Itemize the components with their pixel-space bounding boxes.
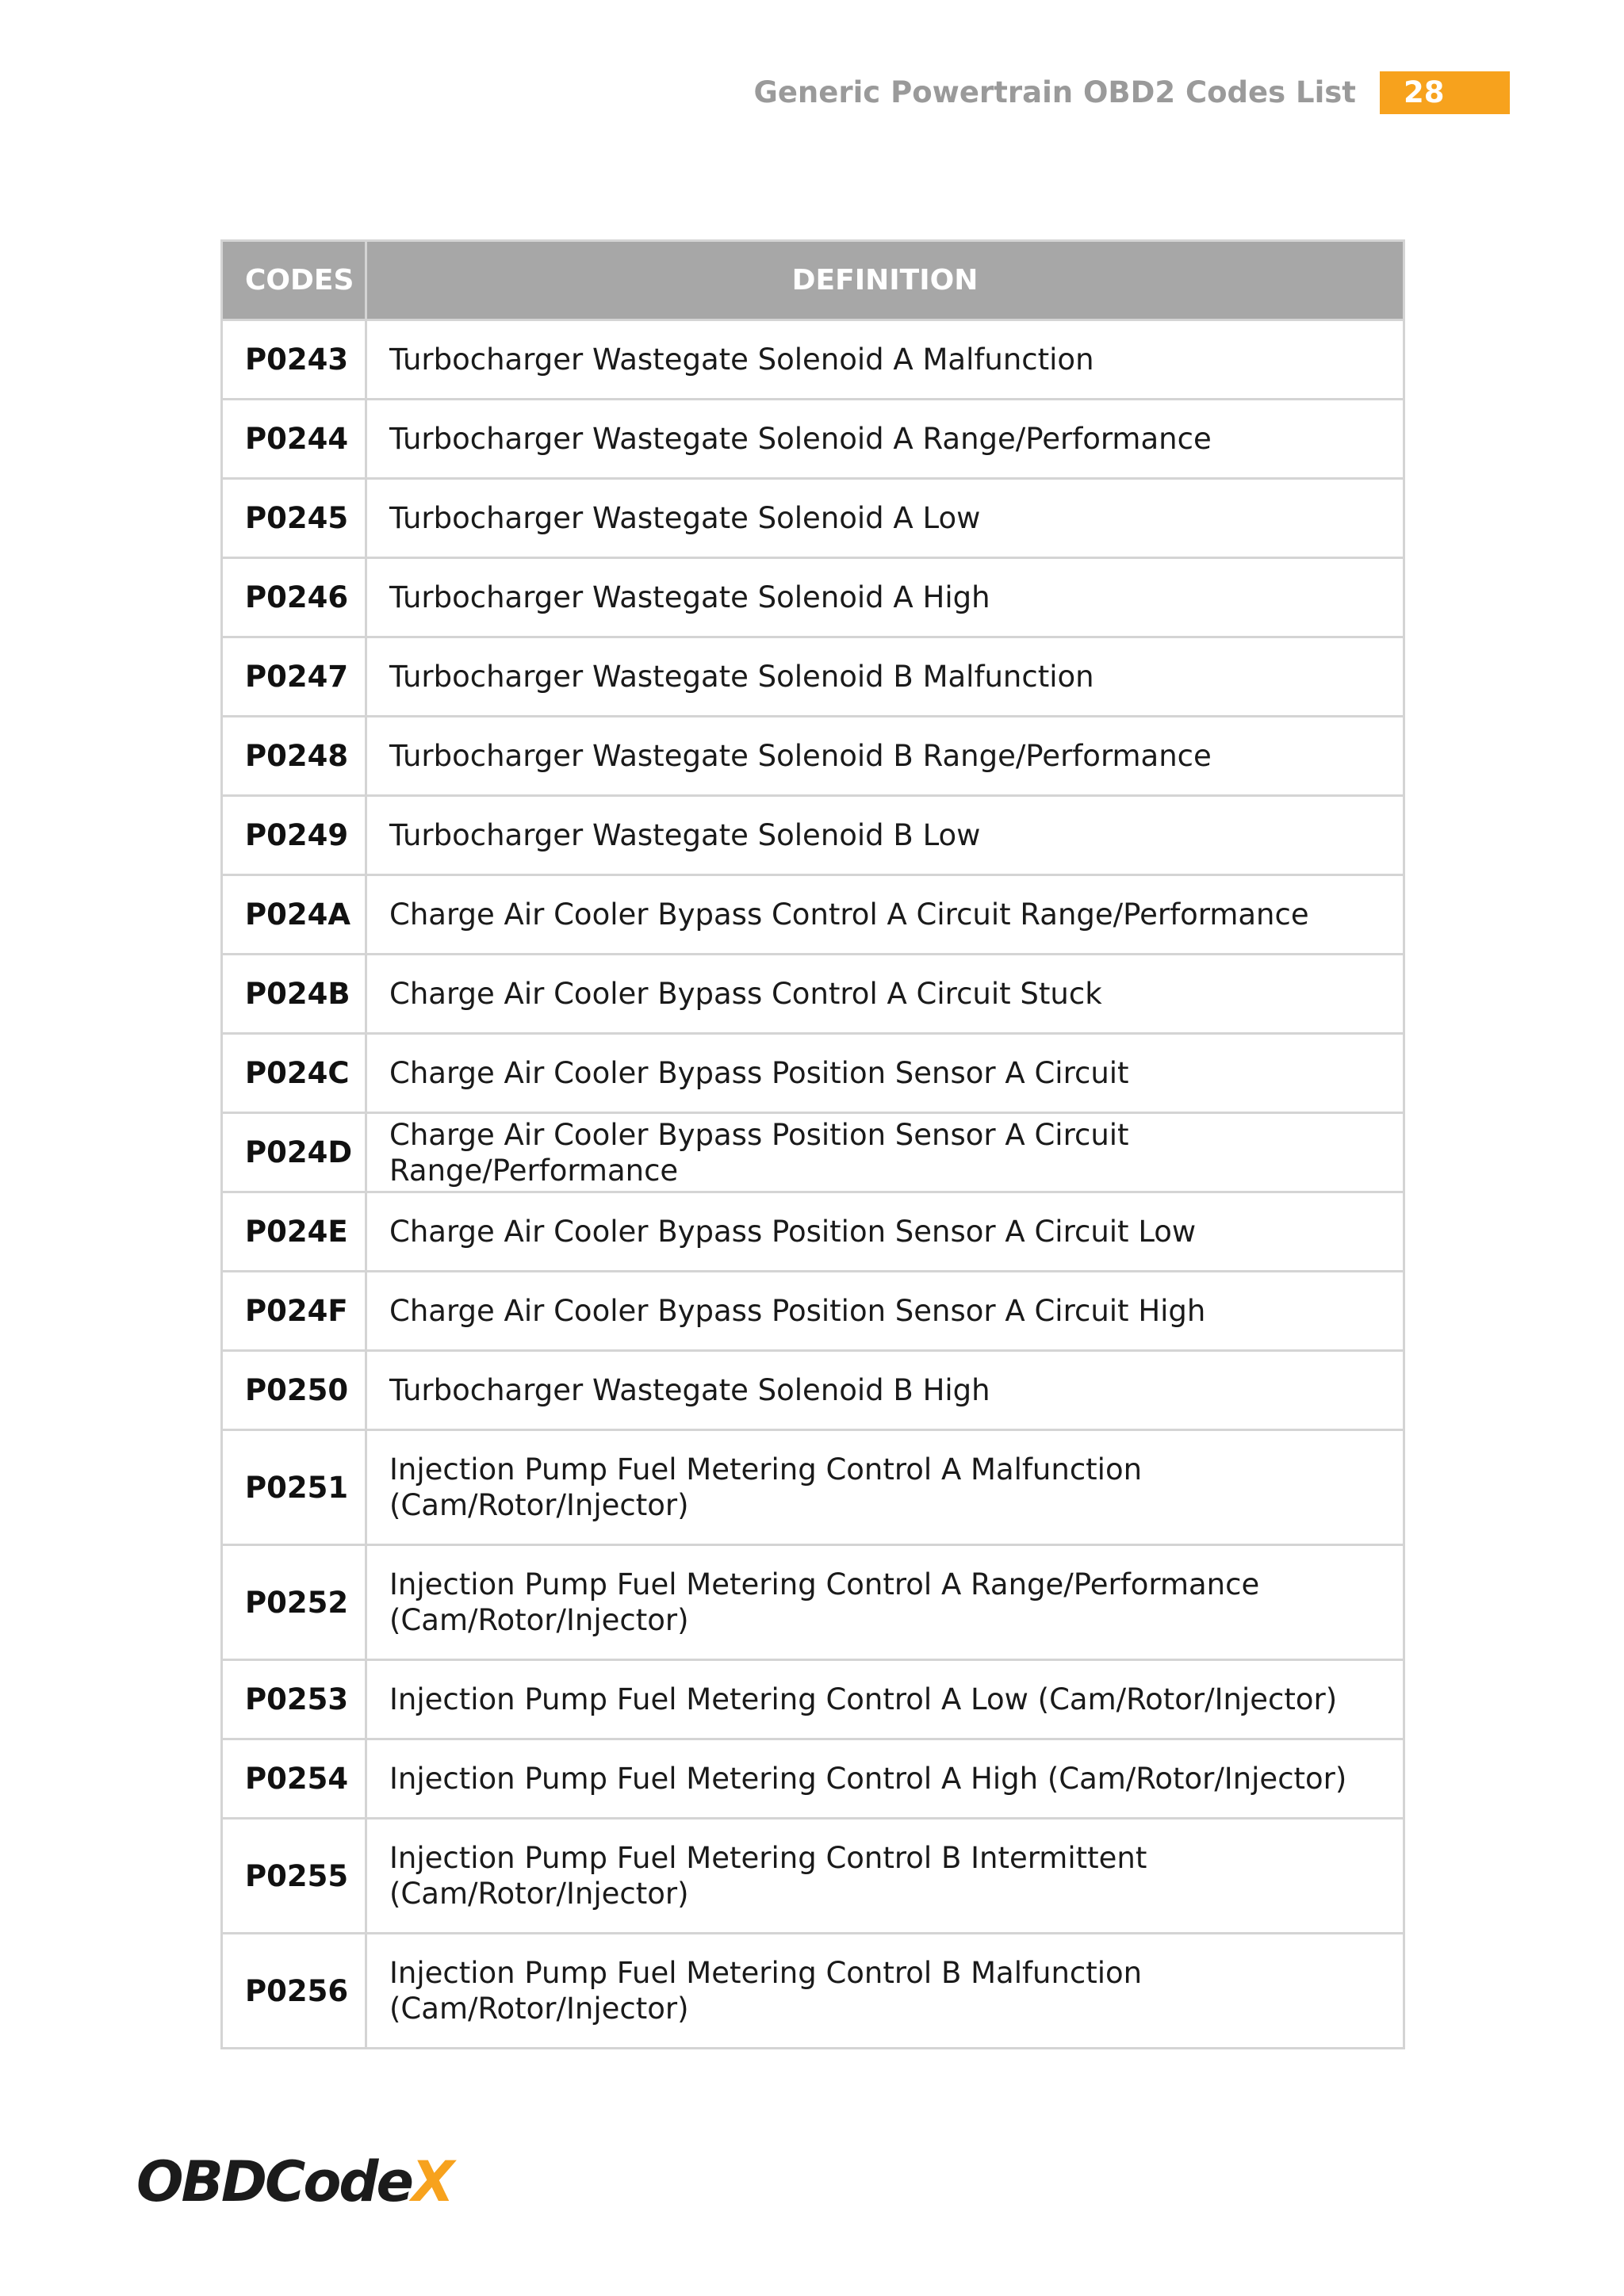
definition-cell: Injection Pump Fuel Metering Control B Malfunction (Cam/Rotor/Injector) [366, 1934, 1404, 2049]
definition-cell: Charge Air Cooler Bypass Position Sensor A Circuit [366, 1034, 1404, 1113]
definition-cell: Injection Pump Fuel Metering Control A Low (Cam/Rotor/Injector) [366, 1660, 1404, 1739]
definition-cell: Injection Pump Fuel Metering Control A High (Cam/Rotor/Injector) [366, 1739, 1404, 1819]
table-row [222, 558, 1404, 637]
definition-cell: Charge Air Cooler Bypass Control A Circuit Range/Performance [366, 875, 1404, 955]
code-cell: P0251 [222, 1430, 366, 1545]
code-cell: P0255 [222, 1819, 366, 1934]
code-cell: P0250 [222, 1351, 366, 1430]
obd-codes-table [220, 239, 1405, 2049]
code-cell: P024F [222, 1272, 366, 1351]
table-row [222, 1351, 1404, 1430]
code-cell: P0248 [222, 717, 366, 796]
code-cell: P0244 [222, 400, 366, 479]
definition-cell: Turbocharger Wastegate Solenoid A Range/Performance [366, 400, 1404, 479]
table-row [222, 1113, 1404, 1192]
definition-cell: Turbocharger Wastegate Solenoid B High [366, 1351, 1404, 1430]
definition-cell: Injection Pump Fuel Metering Control A Range/Performance (Cam/Rotor/Injector) [366, 1545, 1404, 1660]
definition-cell: Charge Air Cooler Bypass Control A Circuit Stuck [366, 955, 1404, 1034]
document-title: Generic Powertrain OBD2 Codes List [753, 75, 1356, 109]
page-header [753, 71, 1510, 114]
column-header-definition: DEFINITION [366, 241, 1404, 320]
table-body [222, 320, 1404, 2049]
table-row [222, 320, 1404, 400]
table-row [222, 1545, 1404, 1660]
code-cell: P0256 [222, 1934, 366, 2049]
definition-cell: Turbocharger Wastegate Solenoid A High [366, 558, 1404, 637]
definition-cell: Injection Pump Fuel Metering Control A Malfunction (Cam/Rotor/Injector) [366, 1430, 1404, 1545]
definition-cell: Injection Pump Fuel Metering Control B Intermittent (Cam/Rotor/Injector) [366, 1819, 1404, 1934]
code-cell: P0253 [222, 1660, 366, 1739]
code-cell: P0249 [222, 796, 366, 875]
table-row [222, 796, 1404, 875]
table-row [222, 479, 1404, 558]
definition-cell: Charge Air Cooler Bypass Position Sensor A Circuit Range/Performance [366, 1113, 1404, 1192]
code-cell: P024C [222, 1034, 366, 1113]
definition-cell: Turbocharger Wastegate Solenoid B Malfunction [366, 637, 1404, 717]
table-row [222, 1819, 1404, 1934]
code-cell: P0243 [222, 320, 366, 400]
definition-cell: Charge Air Cooler Bypass Position Sensor A Circuit High [366, 1272, 1404, 1351]
table-row [222, 1430, 1404, 1545]
code-cell: P024A [222, 875, 366, 955]
table-header-row [222, 241, 1404, 320]
table-row [222, 1034, 1404, 1113]
table-row [222, 400, 1404, 479]
page-number-badge: 28 [1380, 71, 1510, 114]
code-cell: P0252 [222, 1545, 366, 1660]
code-cell: P0254 [222, 1739, 366, 1819]
code-cell: P0245 [222, 479, 366, 558]
table-row [222, 1739, 1404, 1819]
table-row [222, 1660, 1404, 1739]
table-row [222, 1272, 1404, 1351]
code-cell: P024B [222, 955, 366, 1034]
definition-cell: Turbocharger Wastegate Solenoid A Malfunction [366, 320, 1404, 400]
definition-cell: Charge Air Cooler Bypass Position Sensor A Circuit Low [366, 1192, 1404, 1272]
definition-cell: Turbocharger Wastegate Solenoid A Low [366, 479, 1404, 558]
table-row [222, 1934, 1404, 2049]
definition-cell: Turbocharger Wastegate Solenoid B Low [366, 796, 1404, 875]
code-cell: P024E [222, 1192, 366, 1272]
column-header-codes: CODES [222, 241, 366, 320]
code-cell: P0246 [222, 558, 366, 637]
definition-cell: Turbocharger Wastegate Solenoid B Range/Performance [366, 717, 1404, 796]
table-row [222, 1192, 1404, 1272]
table-row [222, 637, 1404, 717]
table-row [222, 875, 1404, 955]
logo-main-text: OBDCode [136, 2149, 412, 2214]
logo-accent-text: X [412, 2149, 452, 2214]
code-cell: P024D [222, 1113, 366, 1192]
obdcodex-logo [136, 2149, 452, 2214]
table-row [222, 955, 1404, 1034]
code-cell: P0247 [222, 637, 366, 717]
table-row [222, 717, 1404, 796]
